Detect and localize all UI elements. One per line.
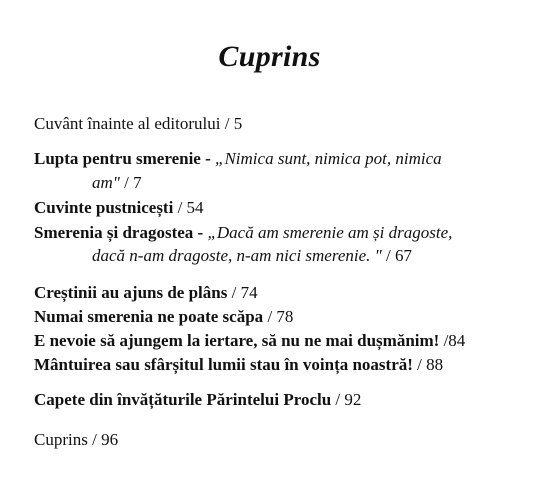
toc-entry-label: Creștinii au ajuns de plâns <box>34 283 228 302</box>
toc-entry-page: / 5 <box>220 114 243 133</box>
toc-entry-quote: „Nimica sunt, nimica pot, nimica <box>215 149 442 168</box>
toc-entry-label: Mântuirea sau sfârșitul lumii stau în voința noastră! <box>34 355 413 374</box>
toc-entry-cuvinte <box>34 197 204 219</box>
page-title: Cuprins <box>218 40 321 73</box>
toc-entry-page: / 54 <box>173 198 204 217</box>
toc-entry-page: / 74 <box>227 283 258 302</box>
toc-entry-page: /84 <box>439 331 466 350</box>
toc-entry-label: Smerenia și dragostea - <box>34 223 208 242</box>
toc-entry-lupta <box>34 148 442 170</box>
toc-entry-page: / 92 <box>331 390 362 409</box>
toc-entry-page: / 67 <box>381 246 413 265</box>
toc-entry-label: Capete din învățăturile Părintelui Proclu <box>34 390 332 409</box>
toc-entry-quote-end: dacă n-am dragoste, n-am nici smerenie. " <box>92 246 382 265</box>
toc-entry-mantuirea <box>34 354 443 376</box>
toc-entry-smerenia-continuation <box>92 245 412 267</box>
toc-entry-label: E nevoie să ajungem la iertare, să nu ne mai dușmănim! <box>34 331 440 350</box>
toc-entry-label: Cuvinte pustnicești <box>34 198 174 217</box>
toc-entry-foreword <box>34 113 242 135</box>
toc-entry-quote-end: am" <box>92 173 120 192</box>
toc-entry-label: Cuvânt înainte al editorului <box>34 114 221 133</box>
toc-entry-numai <box>34 306 293 328</box>
toc-entry-label: Lupta pentru smerenie - <box>34 149 216 168</box>
toc-entry-lupta-continuation <box>92 172 142 194</box>
toc-entry-page: / 7 <box>119 173 142 192</box>
toc-entry-capete <box>34 389 361 411</box>
toc-entry-label: Numai smerenia ne poate scăpa <box>34 307 264 326</box>
toc-entry-crestinii <box>34 282 258 304</box>
toc-entry-quote: „Dacă am smerenie am și dragoste, <box>207 223 453 242</box>
toc-entry-page: / 78 <box>263 307 294 326</box>
toc-entry-page: / 88 <box>412 355 444 374</box>
toc-entry-page: / 96 <box>87 430 119 449</box>
toc-entry-cuprins <box>34 429 118 451</box>
toc-entry-label: Cuprins <box>34 430 88 449</box>
toc-entry-smerenia <box>34 222 452 244</box>
toc-entry-nevoie <box>34 330 465 352</box>
